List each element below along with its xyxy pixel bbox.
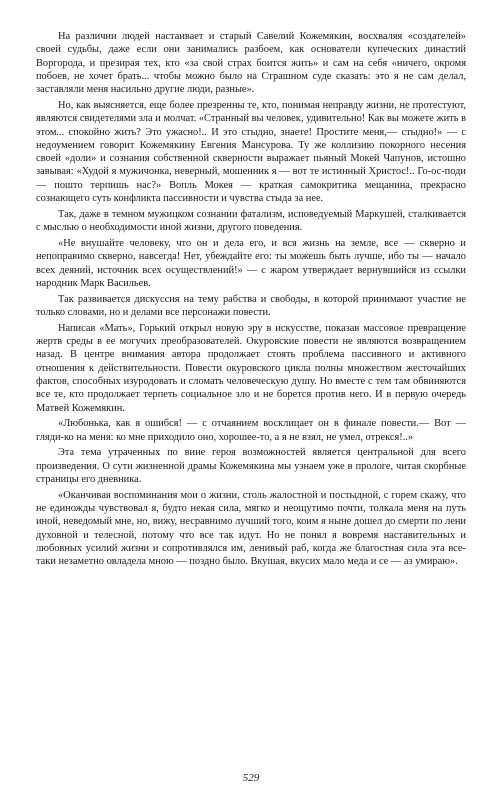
page-number: 529 — [242, 772, 260, 784]
paragraph-4: «Не внушайте человеку, что он и дела его, и вся жизнь на земле, все — скверно и непоправимо скверно, навсегда! Нет, убеждайте его: ты можешь быть лучше, ибо ты — начало всех деяний, источник всех осуществлений!» — с жаром утверждает вернувшийся из ссылки народник Марк Васильев. — [36, 237, 466, 289]
paragraph-2: Но, как выясняется, еще более презренны те, кто, понимая неправду жизни, не протестуют, являются свидетелями зла и молчат. «Странный вы человек, удивительно! Как вы можете жить в этом... спокойно жить? Это ужасно!.. И это стыдно, знаете! Простите меня,— стыдно!» — с недоумением говорит Кожемякину Евгения Мансурова. Ту же коллизию покорного несения своей «доли» и сознания собственной скверности выражает пьяный Мокей Чапунов, истошно завывая: «Худой я мужичонка, неверный, мошенник я — вот те истинный Христос!.. Го-ос-поди — пошто терпишь нас?» Вопль Мокея — краткая самокритика мещанина, прекрасно сознающего суть конфликта пассивности и чувства стыда за нее. — [36, 99, 466, 205]
paragraph-5: Так развивается дискуссия на тему рабства и свободы, в которой принимают участие не только словами, но и делами все персонажи повести. — [36, 293, 466, 318]
paragraph-6: Написав «Мать», Горький открыл новую эру в искусстве, показав массовое превращение жертв среды в ее могучих преобразователей. Окуровские повести не являются возвращением назад. В центре внимания автора продолжает стоять проблема пассивного и активного отношения к действительности. Повести окуровского цикла полны множеством жесточайших фактов, способных изуродовать и сломать человеческую душу. Но вместе с тем там обвиняются все те, кто продолжает терпеть социальное зло и не борется против него. И в первую очередь Матвей Кожемякин. — [36, 322, 466, 414]
paragraph-1: На различии людей настаивает и старый Савелий Кожемякин, восхваляя «создателей» своей судьбы, даже если они занимались разбоем, как основатели купеческих династий Воргорода, и презирая тех, кто «за свой страх боится жить» и сам на себя «ничего, окромя побоев, не хочет брать... чтобы можно было на Страшном суде сказать: это я не сам делал, заставляли меня насильно другие люди, разные». — [36, 31, 466, 96]
paragraph-8: Эта тема утраченных по вине героя возможностей является центральной для всего произведения. О сути жизненной драмы Кожемякина мы узнаем уже в прологе, читая скорбные страницы его дневника. — [36, 447, 466, 485]
paragraph-3: Так, даже в темном мужицком сознании фатализм, исповедуемый Маркушей, сталкивается с мыслью о необходимости иной жизни, другого поведения. — [36, 208, 466, 234]
document-page — [36, 30, 466, 784]
paragraph-9: «Оканчивая воспоминания мои о жизни, столь жалостной и постыдной, с горем скажу, что не единожды чувствовал я, будто некая сила, мягко и неощутимо почти, толкала меня на путь иной, неведомый мне, но, вижу, несравнимо лучший того, коим я ныне дошел до смерти по лени духовной и телесной, потому что все так идут. Но не понял я вовремя наставительных и любовных усилий жизни и сопротивлялся им, ленивый раб, когда же благостная сила эта все-таки незаметно овладела мною — поздно было. Вкушая, вкусих мало меда и се — аз умираю». — [36, 489, 466, 568]
paragraph-7: «Любонька, как я ошибся! — с отчаянием восклицает он в финале повести.— Вот — гляди-ко на меня: ко мне приходило оно, хорошее-то, а я не взял, не умел, отрекся!..» — [36, 418, 466, 443]
